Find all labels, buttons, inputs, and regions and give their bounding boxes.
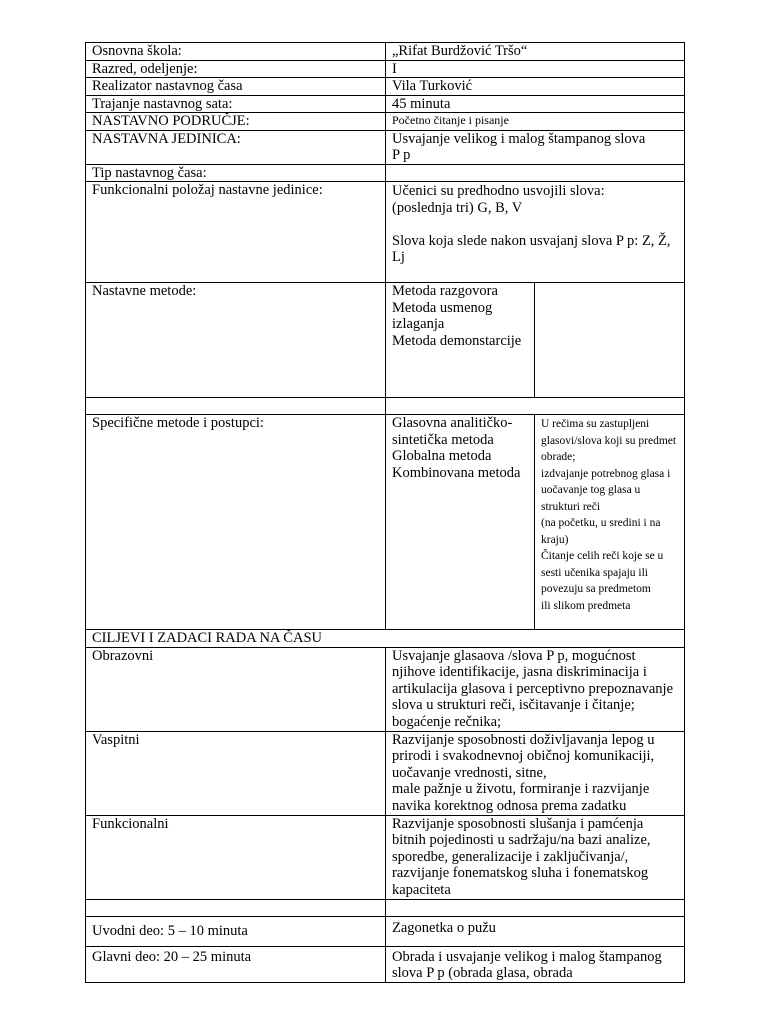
row-unit	[86, 130, 685, 164]
spacer-cell	[386, 899, 685, 916]
area-value: Početno čitanje i pisanje	[386, 113, 685, 131]
row-functional-position	[86, 182, 685, 283]
lesson-type-label: Tip nastavnog časa:	[86, 164, 386, 182]
row-educational	[86, 647, 685, 731]
upbringing-value: Razvijanje sposobnosti doživljavanja lepog u prirodi i svakodnevnoj običnoj komunikaciji, uočavanje vrednosti, sitne, male pažnje u životu, formiranje i razvijanje navika korektnog odnosa prema zadatku	[386, 731, 685, 815]
spacer-cell	[86, 398, 386, 415]
row-teacher	[86, 78, 685, 96]
functional-value: Razvijanje sposobnosti slušanja i pamćenja bitnih pojedinosti u sadržaju/na bazi analize, sporedbe, generalizacije i zaključivanja/, razvijanje fonematskog sluha i fonematskog kapaciteta	[386, 815, 685, 899]
row-duration	[86, 95, 685, 113]
educational-value: Usvajanje glasaova /slova P p, mogućnost njihove identifikacije, jasna diskriminacija i artikulacija glasova i perceptivno prepoznavanje slova u strukturi reči, isčitavanje i čitanje; bogaćenje rečnika;	[386, 647, 685, 731]
row-functional	[86, 815, 685, 899]
teacher-value: Vila Turković	[386, 78, 685, 96]
functional-position-label: Funkcionalni položaj nastavne jedinice:	[86, 182, 386, 283]
duration-label: Trajanje nastavnog sata:	[86, 95, 386, 113]
specific-methods-label: Specifične metode i postupci:	[86, 415, 386, 630]
school-label: Osnovna škola:	[86, 43, 386, 61]
school-value: „Rifat Burdžović Tršo“	[386, 43, 685, 61]
row-grade	[86, 60, 685, 78]
grade-value: I	[386, 60, 685, 78]
row-school	[86, 43, 685, 61]
row-spacer-2	[86, 899, 685, 916]
duration-value: 45 minuta	[386, 95, 685, 113]
lesson-type-value	[386, 164, 685, 182]
row-intro	[86, 916, 685, 946]
lesson-plan-table	[85, 42, 685, 983]
educational-label: Obrazovni	[86, 647, 386, 731]
functional-label: Funkcionalni	[86, 815, 386, 899]
functional-position-value: Učenici su predhodno usvojili slova: (poslednja tri) G, B, V Slova koja slede nakon usvajanj slova P p: Z, Ž, Lj	[386, 182, 685, 283]
unit-label: NASTAVNA JEDINICA:	[86, 130, 386, 164]
row-methods	[86, 283, 685, 398]
main-label: Glavni deo: 20 – 25 minuta	[86, 946, 386, 982]
spacer-cell	[86, 899, 386, 916]
row-main	[86, 946, 685, 982]
main-value: Obrada i usvajanje velikog i malog štampanog slova P p (obrada glasa, obrada	[386, 946, 685, 982]
row-goals-heading	[86, 630, 685, 648]
goals-heading: CILJEVI I ZADACI RADA NA ČASU	[86, 630, 685, 648]
specific-methods-value: Glasovna analitičko-sintetička metoda Globalna metoda Kombinovana metoda	[386, 415, 535, 630]
unit-value: Usvajanje velikog i malog štampanog slova P p	[386, 130, 685, 164]
methods-extra	[535, 283, 685, 398]
specific-methods-extra: U rečima su zastupljeni glasovi/slova koji su predmet obrade; izdvajanje potrebnog glasa i uočavanje tog glasa u strukturi reči (na početku, u sredini i na kraju) Čitanje celih reči koje se u sesti učenika spajaju ili povezuju sa predmetom ili slikom predmeta	[535, 415, 685, 630]
row-lesson-type	[86, 164, 685, 182]
methods-label: Nastavne metode:	[86, 283, 386, 398]
row-upbringing	[86, 731, 685, 815]
spacer-cell	[386, 398, 685, 415]
upbringing-label: Vaspitni	[86, 731, 386, 815]
methods-value: Metoda razgovora Metoda usmenog izlaganja Metoda demonstarcije	[386, 283, 535, 398]
teacher-label: Realizator nastavnog časa	[86, 78, 386, 96]
row-spacer-1	[86, 398, 685, 415]
intro-value: Zagonetka o pužu	[386, 916, 685, 946]
area-label: NASTAVNO PODRUČJE:	[86, 113, 386, 131]
grade-label: Razred, odeljenje:	[86, 60, 386, 78]
row-specific-methods	[86, 415, 685, 630]
row-area	[86, 113, 685, 131]
intro-label: Uvodni deo: 5 – 10 minuta	[86, 916, 386, 946]
